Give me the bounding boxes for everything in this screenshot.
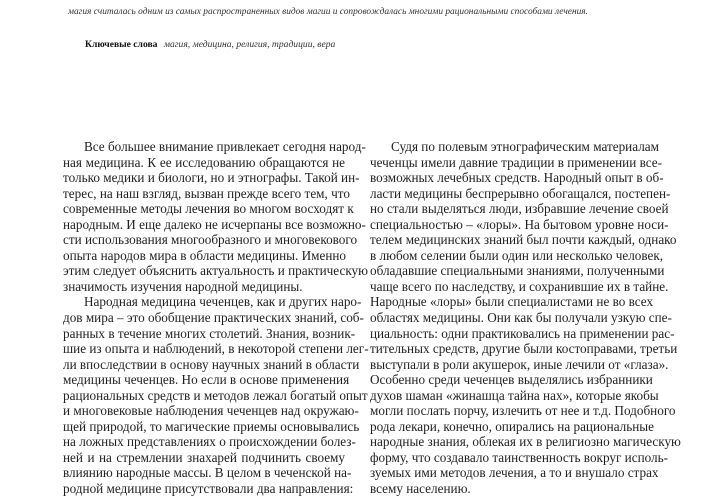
- abstract-line: магия считалась одним из самых распространенных видов магии и сопровождалась многими рациональными способами лечения.: [68, 7, 588, 17]
- text-line: Народные «лоры» были специалистами не во всех: [370, 294, 654, 310]
- body-left-column: [63, 139, 369, 497]
- text-line: но стали выделяться люди, избравшие лечение своей: [370, 201, 669, 217]
- text-line: выступали в роли акушерок, иные лечили от «глаза».: [370, 356, 669, 372]
- text-line: в любом селении были один или несколько человек,: [370, 247, 664, 263]
- text-line: телем медицинских знаний был почти каждый, однако: [370, 232, 677, 248]
- text-line: зуемых ими методов лечения, а то и внушало страх: [370, 465, 659, 481]
- text-line: ласти медицины беспрерывно обогащался, постепен-: [370, 185, 671, 201]
- text-line: форму, что создавало таинственность вокруг исполь-: [370, 449, 669, 465]
- text-line: этим следует объяснить актуальность и практическую: [63, 263, 368, 279]
- text-line: специальностью – «лоры». На бытовом уровне носи-: [370, 216, 669, 232]
- paragraph: [63, 139, 368, 294]
- text-line: Все большее внимание привлекает сегодня народ-: [84, 139, 366, 154]
- text-line: значимость изучения народной медицины.: [63, 278, 303, 294]
- keywords: [85, 39, 335, 51]
- text-line: возможных лечебных средств. Народный опыт в об-: [370, 170, 664, 186]
- text-line: дов мира – это обобщение практических знаний, соб-: [63, 310, 364, 326]
- abstract: [68, 0, 628, 19]
- text-line: медицины чеченцев. Но если в основе применения: [63, 372, 350, 388]
- text-line: рода лекари, конечно, опирались на рациональные: [370, 418, 655, 434]
- paragraph: [370, 139, 681, 497]
- text-line: и многовековые наблюдения чеченцев над окружаю-: [63, 403, 359, 419]
- text-line: Особенно среди чеченцев выделялись избранники: [370, 372, 653, 388]
- text-line: народные знания, облекая их в религиозно магическую: [370, 434, 681, 450]
- text-line: влиянию народные массы. В целом в чеченской на-: [63, 465, 352, 481]
- keywords-values: магия, медицина, религия, традиции, вера: [163, 39, 336, 50]
- text-line: духов шаман «жинашца тайна нах», которые якобы: [370, 387, 659, 403]
- text-line: ранных в течение многих столетий. Знания, возник-: [63, 325, 356, 341]
- text-line: циальность: одни практиковались на применении рас-: [370, 325, 675, 341]
- text-line: ли впоследствии в основу научных знаний в области: [63, 356, 360, 372]
- text-line: Судя по полевым этнографическим материалам: [391, 139, 659, 154]
- text-line: опыта народов мира в области медицины. Именно: [63, 247, 347, 263]
- text-line: могли послать порчу, излечить от нее и т.д. Подобного: [370, 403, 676, 419]
- text-line: ней и на стремлении знахарей подчинить своему: [63, 449, 345, 465]
- text-line: терес, на наш взгляд, вызван прежде всего тем, что: [63, 185, 350, 201]
- keywords-label: Ключевые слова: [85, 39, 158, 50]
- text-line: родной медицине присутствовали два направления:: [63, 481, 354, 497]
- text-line: тительных средств, другие были костоправами, третьи: [370, 341, 678, 357]
- text-line: шие из опыта и наблюдений, в некоторой степени лег-: [63, 341, 369, 357]
- text-line: чеченцы имели давние традиции в применении все-: [370, 154, 662, 170]
- text-line: рациональных средств и методов лежал богатый опыт: [63, 387, 368, 403]
- text-line: только медики и биологи, но и этнографы. Такой ин-: [63, 170, 360, 186]
- text-line: областях медицины. Они как бы получали узкую спе-: [370, 310, 672, 326]
- text-line: современные методы лечения во многом восходят к: [63, 201, 354, 217]
- text-line: ная медицина. К ее исследованию обращаются не: [63, 154, 345, 170]
- body-right-column: [370, 139, 681, 497]
- text-line: народным. И еще далеко не исчерпаны все возможно-: [63, 216, 366, 232]
- text-line: сти использования многообразного и многовекового: [63, 232, 358, 248]
- text-line: всему населению.: [370, 481, 471, 497]
- text-line: на ложных представлениях о происхождении болез-: [63, 434, 356, 450]
- paragraph: [63, 294, 369, 497]
- text-line: чаще всего по наследству, и сохранившие их в тайне.: [370, 278, 669, 294]
- text-line: щей природой, то магические приемы основывались: [63, 418, 360, 434]
- text-line: Народная медицина чеченцев, как и других наро-: [84, 294, 362, 310]
- text-line: обладавшие специальными знаниями, полученными: [370, 263, 665, 279]
